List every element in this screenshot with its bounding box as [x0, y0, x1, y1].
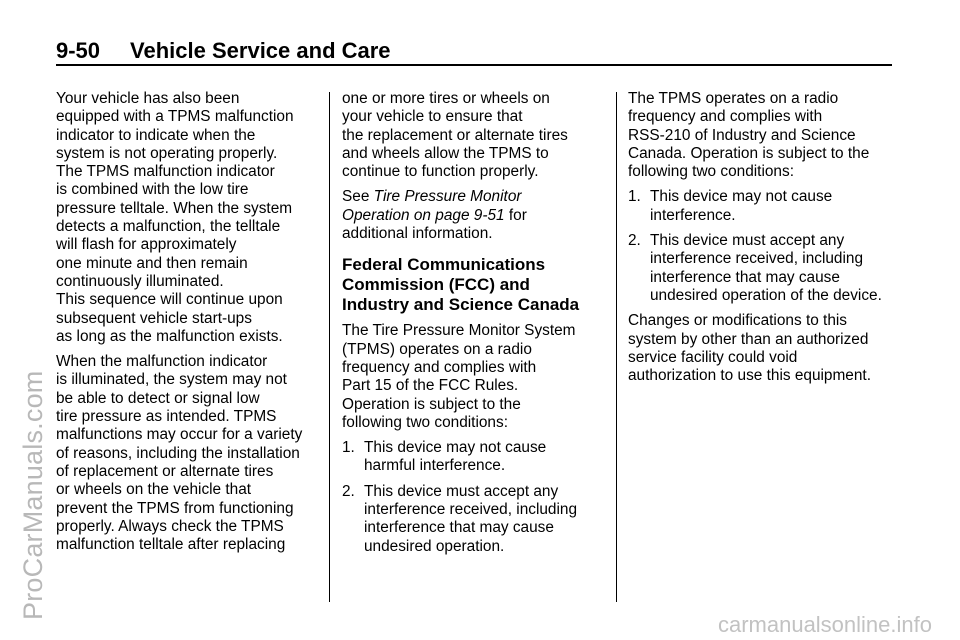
text-line: as long as the malfunction exists. [56, 327, 283, 345]
text-line: will flash for approximately [56, 236, 237, 254]
paragraph [56, 353, 318, 554]
text-line: one minute and then remain [56, 254, 248, 272]
text-line: This device may not cause [650, 188, 833, 206]
text-line: frequency and complies with [342, 358, 537, 376]
text-line: malfunctions may occur for a variety [56, 426, 303, 444]
text-line: indicator to indicate when the [56, 126, 256, 144]
text-line [342, 188, 604, 206]
text-line: undesired operation. [364, 537, 505, 555]
text-line: Changes or modifications to this [628, 312, 848, 330]
text-line: the replacement or alternate tires [342, 126, 568, 144]
text-line: following two conditions: [342, 413, 508, 431]
text-line: system by other than an authorized [628, 330, 869, 348]
text-line: This device must accept any [364, 482, 559, 500]
list-item [628, 232, 890, 305]
cross-reference-link[interactable]: Tire Pressure Monitor [373, 188, 522, 206]
list-text [364, 439, 604, 476]
text-line: interference that may cause [650, 268, 840, 286]
see-suffix: for [504, 206, 527, 224]
text-line: interference that may cause [364, 519, 554, 537]
header-rule [56, 64, 892, 66]
column-divider [616, 92, 617, 602]
text-line: pressure telltale. When the system [56, 199, 293, 217]
text-line: subsequent vehicle start-ups [56, 309, 252, 327]
list-item [342, 439, 604, 476]
text-line: one or more tires or wheels on [342, 90, 550, 107]
paragraph [342, 322, 604, 432]
list-item [628, 188, 890, 225]
text-line: prevent the TPMS from functioning [56, 499, 294, 517]
text-line: This device must accept any [650, 232, 845, 250]
see-prefix: See [342, 188, 374, 206]
text-line: service facility could void [628, 348, 798, 366]
text-line: of reasons, including the installation [56, 444, 300, 462]
text-line: undesired operation of the device. [650, 286, 882, 304]
text-line: authorization to use this equipment. [628, 367, 871, 385]
text-line: Your vehicle has also been [56, 90, 240, 107]
heading-line: Commission (FCC) and [342, 275, 530, 295]
text-line: When the malfunction indicator [56, 353, 268, 371]
paragraph [56, 90, 318, 346]
text-line: interference received, including [364, 501, 578, 519]
text-line: equipped with a TPMS malfunction [56, 108, 294, 126]
column-divider [329, 92, 330, 602]
text-line: The TPMS operates on a radio [628, 90, 839, 107]
text-line: following two conditions: [628, 163, 794, 181]
list-number: 2. [342, 482, 355, 500]
text-line: continue to function properly. [342, 163, 539, 181]
text-line [342, 207, 604, 225]
list-text [650, 188, 890, 225]
text-line: continuously illuminated. [56, 272, 224, 290]
text-line: and wheels allow the TPMS to [342, 144, 549, 162]
text-column-2 [342, 90, 604, 563]
text-line: interference received, including [650, 250, 864, 268]
list-number: 1. [628, 188, 641, 206]
list-item [342, 483, 604, 556]
text-line: additional information. [342, 225, 493, 243]
text-line: or wheels on the vehicle that [56, 481, 252, 499]
section-title: Vehicle Service and Care [130, 38, 391, 63]
paragraph [628, 312, 890, 385]
paragraph [628, 90, 890, 181]
text-line: detects a malfunction, the telltale [56, 218, 281, 236]
text-line: properly. Always check the TPMS [56, 517, 284, 535]
text-line: The Tire Pressure Monitor System [342, 322, 576, 340]
side-watermark: ProCarManuals.com [18, 370, 48, 620]
text-line: tire pressure as intended. TPMS [56, 408, 277, 426]
text-line: frequency and complies with [628, 108, 823, 126]
text-line: be able to detect or signal low [56, 389, 260, 407]
text-line: your vehicle to ensure that [342, 108, 523, 126]
text-column-3 [628, 90, 890, 392]
section-heading [342, 255, 604, 315]
paragraph [342, 90, 604, 181]
text-line: (TPMS) operates on a radio [342, 340, 532, 358]
text-line: is combined with the low tire [56, 181, 249, 199]
page-header [56, 38, 892, 64]
text-line: system is not operating properly. [56, 144, 278, 162]
text-line: This device may not cause [364, 439, 547, 457]
text-column-1 [56, 90, 318, 561]
bottom-watermark: carmanualsonline.info [717, 612, 932, 637]
text-line: harmful interference. [364, 457, 506, 475]
text-line: RSS-210 of Industry and Science [628, 126, 856, 144]
text-line: is illuminated, the system may not [56, 371, 287, 389]
cross-reference [342, 188, 604, 243]
list-number: 1. [342, 439, 355, 457]
list-text [650, 232, 890, 305]
list-text [364, 483, 604, 556]
text-line: interference. [650, 206, 736, 224]
cross-reference-link[interactable]: Operation on page 9-51 [342, 206, 505, 224]
text-line: Operation is subject to the [342, 395, 521, 413]
text-line: The TPMS malfunction indicator [56, 163, 275, 181]
text-line: malfunction telltale after replacing [56, 536, 286, 554]
text-line: Part 15 of the FCC Rules. [342, 377, 519, 395]
heading-line: Industry and Science Canada [342, 295, 580, 315]
text-line: This sequence will continue upon [56, 291, 283, 309]
list-number: 2. [628, 232, 641, 250]
page-number: 9-50 [56, 38, 101, 63]
heading-line: Federal Communications [342, 255, 546, 275]
text-line: Canada. Operation is subject to the [628, 144, 870, 162]
text-line: of replacement or alternate tires [56, 462, 274, 480]
